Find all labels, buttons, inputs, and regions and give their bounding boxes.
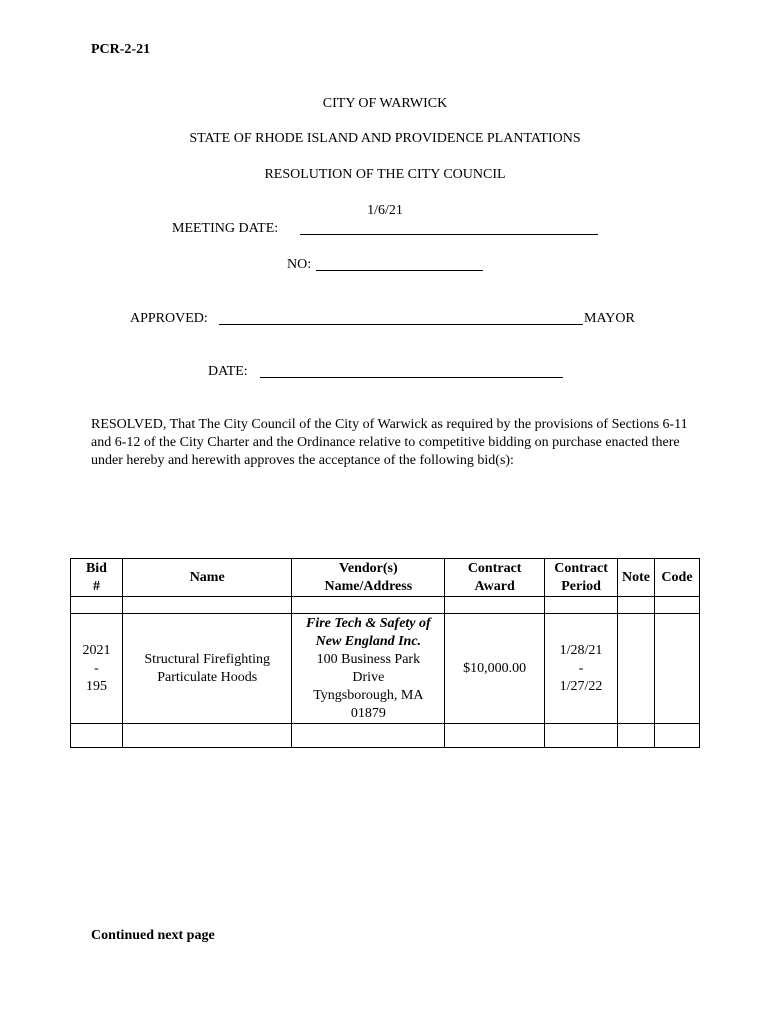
header-note: Note <box>618 559 655 597</box>
header-code: Code <box>654 559 699 597</box>
meeting-date-line <box>300 234 598 235</box>
resolved-paragraph: RESOLVED, That The City Council of the City of Warwick as required by the provisions of Sections 6-11 and 6-12 of the City Charter and the Ordinance relative to competitive bidding on purchase enacted there under hereby and herewith approves the acceptance of the following bid(s): <box>91 417 688 468</box>
state-heading: STATE OF RHODE ISLAND AND PROVIDENCE PLANTATIONS <box>189 131 581 146</box>
approved-line <box>219 324 583 325</box>
note-cell <box>618 614 655 724</box>
header-contract-award: Contract Award <box>445 559 545 597</box>
mayor-label: MAYOR <box>584 311 635 326</box>
continued-note: Continued next page <box>91 928 215 943</box>
approved-label: APPROVED: <box>130 311 208 326</box>
table-row <box>71 724 700 748</box>
table-header-row <box>71 559 700 597</box>
header-name: Name <box>122 559 292 597</box>
item-name-cell: Structural Firefighting Particulate Hoods <box>122 614 292 724</box>
bids-table <box>70 558 700 748</box>
contract-award-cell: $10,000.00 <box>445 614 545 724</box>
number-line <box>316 270 483 271</box>
date-line <box>260 377 563 378</box>
resolution-heading: RESOLUTION OF THE CITY COUNCIL <box>264 167 506 182</box>
document-code: PCR-2-21 <box>91 42 151 57</box>
bid-number-cell: 2021 - 195 <box>71 614 123 724</box>
vendor-cell: Fire Tech & Safety of New England Inc. 100 Business Park Drive Tyngsborough, MA 01879 <box>292 614 445 724</box>
number-label: NO: <box>287 257 312 272</box>
table-row <box>71 614 700 724</box>
meeting-date-label: MEETING DATE: <box>172 221 279 236</box>
contract-period-cell: 1/28/21 - 1/27/22 <box>545 614 618 724</box>
header-bid: Bid # <box>71 559 123 597</box>
table-row <box>71 597 700 614</box>
meeting-date-value: 1/6/21 <box>367 203 403 218</box>
header-contract-period: Contract Period <box>545 559 618 597</box>
city-heading: CITY OF WARWICK <box>322 96 448 111</box>
date-label: DATE: <box>208 364 248 379</box>
code-cell <box>654 614 699 724</box>
header-vendor: Vendor(s) Name/Address <box>292 559 445 597</box>
